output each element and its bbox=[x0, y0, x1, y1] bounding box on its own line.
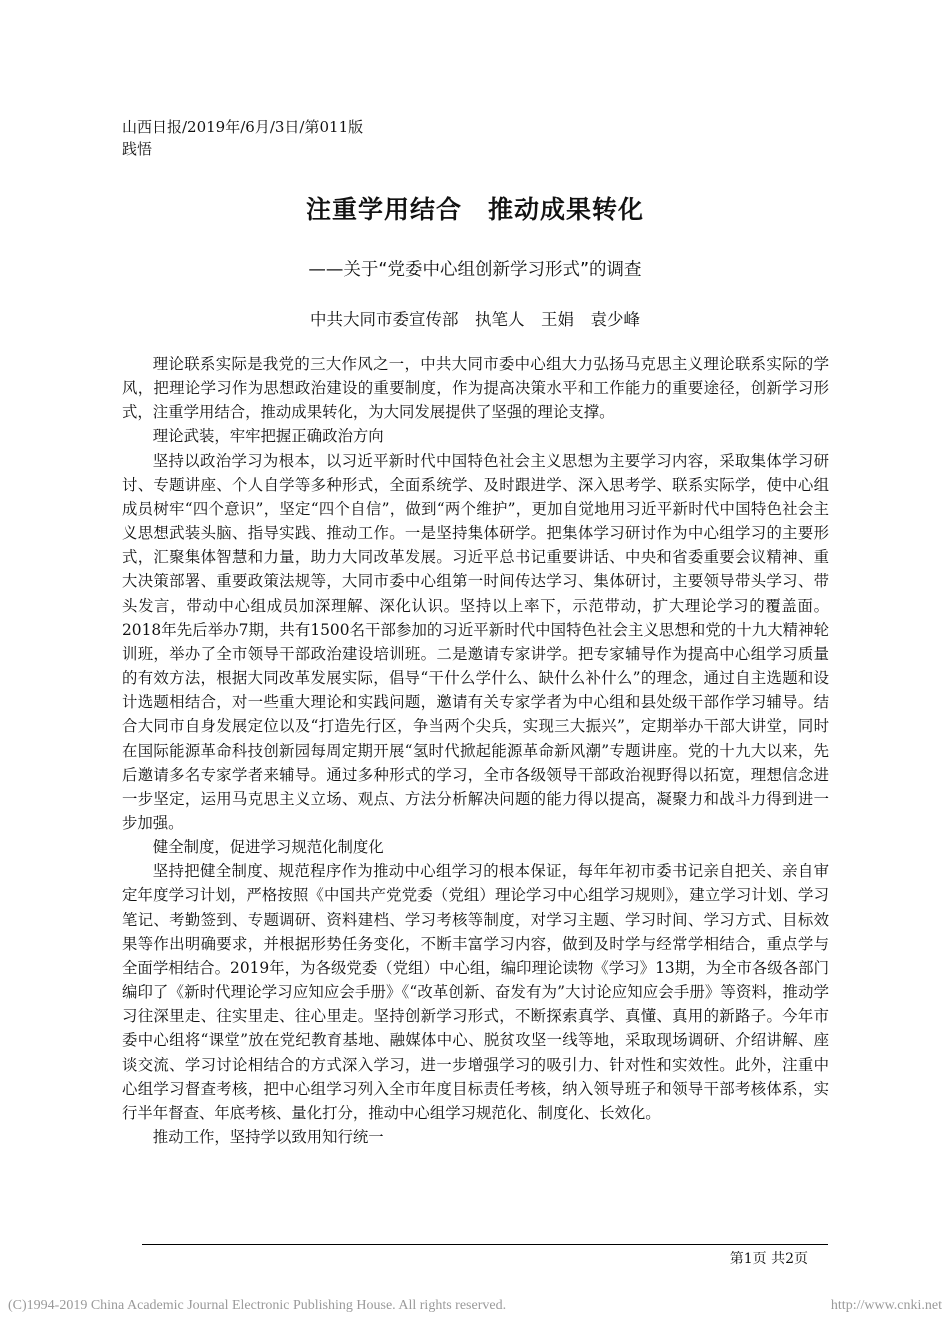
body-paragraph: 坚持把健全制度、规范程序作为推动中心组学习的根本保证，每年年初市委书记亲自把关、亲自审定年度学习计划，严格按照《中国共产党党委（党组）理论学习中心组学习规则》，建立学习计划、学习笔记、考勤签到、专题调研、资料建档、学习考核等制度，对学习主题、学习时间、学习方式、目标效果等作出明确要求，并根据形势任务变化，不断丰富学习内容，做到及时学与经常学相结合，重点学与全面学相结合。2019年，为各级党委（党组）中心组，编印理论读物《学习》13期，为全市各级各部门编印了《新时代理论学习应知应会手册》《“改革创新、奋发有为”大讨论应知应会手册》等资料，推动学习往深里走、往实里走、往心里走。坚持创新学习形式，不断探索真学、真懂、真用的新路子。今年市委中心组将“课堂”放在党纪教育基地、融媒体中心、脱贫攻坚一线等地，采取现场调研、介绍讲解、座谈交流、学习讨论相结合的方式深入学习，进一步增强学习的吸引力、针对性和实效性。此外，注重中心组学习督查考核，把中心组学习列入全市年度目标责任考核，纳入领导班子和领导干部考核体系，实行半年督查、年底考核、量化打分，推动中心组学习规范化、制度化、长效化。 bbox=[122, 862, 829, 1122]
article-title: 注重学用结合 推动成果转化 bbox=[305, 195, 644, 224]
article-body bbox=[122, 352, 829, 1149]
article-subtitle: ——关于“党委中心组创新学习形式”的调查 bbox=[308, 260, 642, 280]
body-paragraph: 坚持以政治学习为根本，以习近平新时代中国特色社会主义思想为主要学习内容，采取集体学习研讨、专题讲座、个人自学等多种形式，全面系统学、及时跟进学、深入思考学、联系实际学，使中心组成员树牢“四个意识”，坚定“四个自信”，做到“两个维护”，更加自觉地用习近平新时代中国特色社会主义思想武装头脑、指导实践、推动工作。一是坚持集体研学。把集体学习研讨作为中心组学习的主要形式，汇聚集体智慧和力量，助力大同改革发展。习近平总书记重要讲话、中央和省委重要会议精神、重大决策部署、重要政策法规等，大同市委中心组第一时间传达学习、集体研讨，主要领导带头学习、带头发言，带动中心组成员加深理解、深化认识。坚持以上率下，示范带动，扩大理论学习的覆盖面。2018年先后举办7期，共有1500名干部参加的习近平新时代中国特色社会主义思想和党的十九大精神轮训班，举办了全市领导干部政治建设培训班。二是邀请专家讲学。把专家辅导作为提高中心组学习质量的有效方法，根据大同改革发展实际，倡导“干什么学什么、缺什么补什么”的理念，通过自主选题和设计选题相结合，对一些重大理论和实践问题，邀请有关专家学者为中心组和县处级干部作学习辅导。结合大同市自身发展定位以及“打造先行区，争当两个尖兵，实现三大振兴”，定期举办干部大讲堂，同时在国际能源革命科技创新园每周定期开展“氢时代掀起能源革命新风潮”专题讲座。党的十九大以来，先后邀请多名专家学者来辅导。通过多种形式的学习，全市各级领导干部政治视野得以拓宽，理想信念进一步坚定，运用马克思主义立场、观点、方法分析解决问题的能力得以提高，凝聚力和战斗力得到进一步加强。 bbox=[122, 451, 829, 832]
copyright-text: (C)1994-2019 China Academic Journal Electronic Publishing House. All rights reserved. bbox=[8, 1298, 507, 1313]
footer-divider bbox=[142, 1244, 828, 1245]
intro-paragraph: 理论联系实际是我党的三大作风之一，中共大同市委中心组大力弘扬马克思主义理论联系实际的学风，把理论学习作为思想政治建设的重要制度，作为提高决策水平和工作能力的重要途径，创新学习形式，注重学用结合，推动成果转化，为大同发展提供了坚强的理论支撑。 bbox=[122, 355, 829, 422]
section-heading: 理论武装，牢牢把握正确政治方向 bbox=[152, 427, 384, 446]
section-heading: 健全制度，促进学习规范化制度化 bbox=[152, 838, 384, 857]
cnki-link[interactable]: http://www.cnki.net bbox=[830, 1298, 942, 1313]
article-byline: 中共大同市委宣传部 执笔人 王娟 袁少峰 bbox=[310, 310, 640, 329]
article-meta bbox=[122, 116, 363, 160]
section-heading: 推动工作，坚持学以致用知行统一 bbox=[152, 1128, 384, 1146]
copyright-footer bbox=[8, 1298, 942, 1314]
section-label: 践悟 bbox=[122, 140, 153, 158]
page-number: 第1页 共2页 bbox=[729, 1251, 808, 1267]
source-line: 山西日报/2019年/6月/3日/第011版 bbox=[122, 118, 364, 136]
